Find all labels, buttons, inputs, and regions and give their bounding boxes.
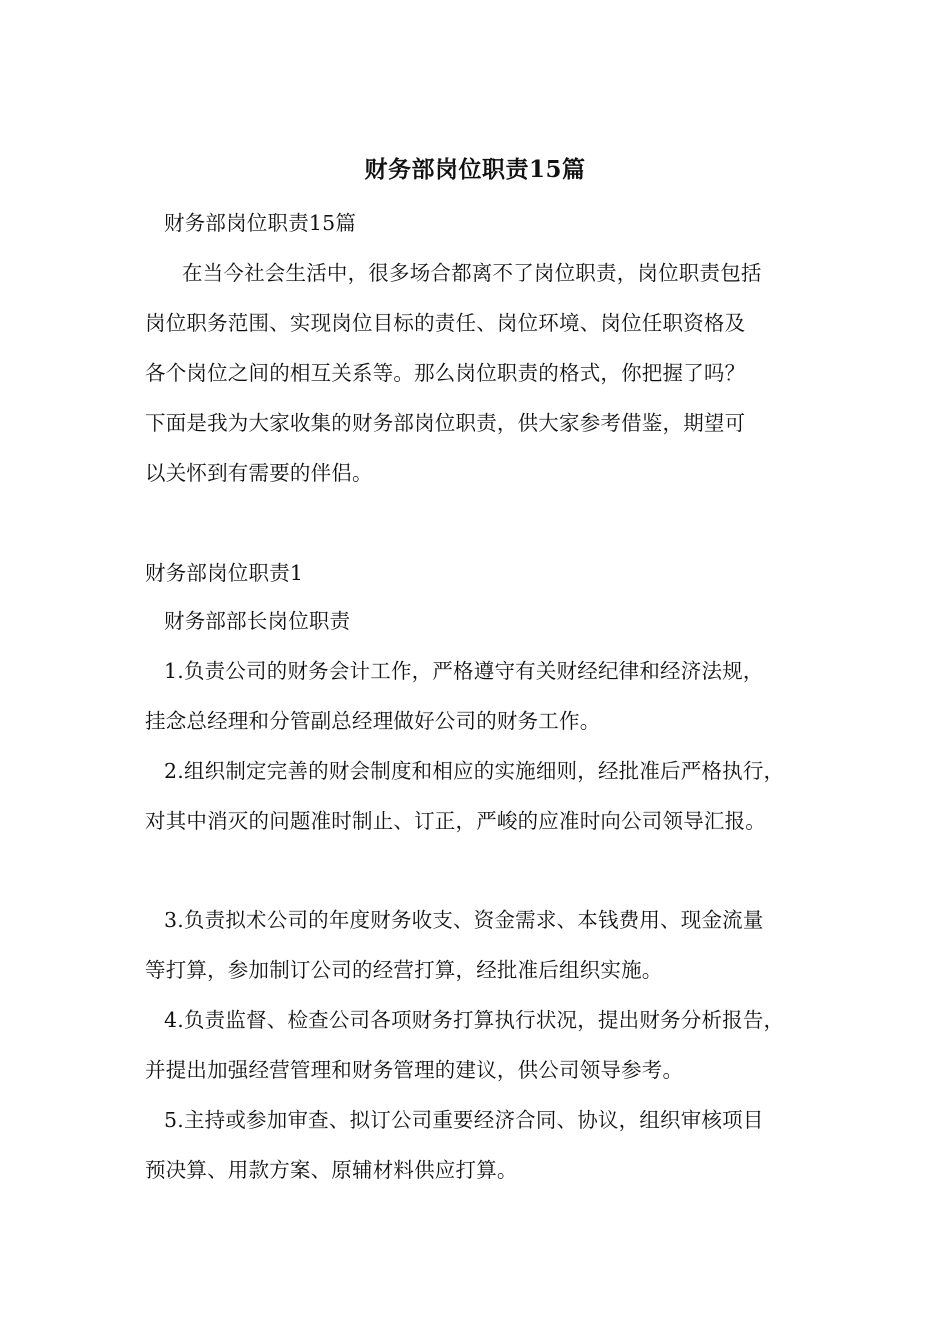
list-item-line: 并提出加强经营管理和财务管理的建议，供公司领导参考。 [145, 1058, 684, 1082]
intro-line: 在当今社会生活中，很多场合都离不了岗位职责，岗位职责包括 [182, 261, 762, 285]
list-item-line: 1.负责公司的财务会计工作，严格遵守有关财经纪律和经济法规， [164, 659, 764, 683]
section-subheading: 财务部部长岗位职责 [164, 609, 351, 633]
intro-line: 岗位职务范围、实现岗位目标的责任、岗位环境、岗位任职资格及 [145, 311, 746, 335]
section-heading: 财务部岗位职责1 [145, 561, 304, 585]
list-item-line: 2.组织制定完善的财会制度和相应的实施细则，经批准后严格执行， [164, 759, 785, 783]
document-subtitle: 财务部岗位职责15篇 [164, 211, 357, 235]
list-item-line: 对其中消灭的问题准时制止、订正，严峻的应准时向公司领导汇报。 [145, 809, 766, 833]
list-item-line: 等打算，参加制订公司的经营打算，经批准后组织实施。 [145, 958, 663, 982]
list-item-line: 4.负责监督、检查公司各项财务打算执行状况，提出财务分析报告， [164, 1008, 785, 1032]
document-title: 财务部岗位职责15篇 [364, 156, 586, 183]
list-item-line: 3.负责拟术公司的年度财务收支、资金需求、本钱费用、现金流量 [164, 908, 764, 932]
list-item-line: 挂念总经理和分管副总经理做好公司的财务工作。 [145, 709, 601, 733]
list-item-line: 预决算、用款方案、原辅材料供应打算。 [145, 1158, 518, 1182]
intro-line: 以关怀到有需要的伴侣。 [145, 461, 373, 485]
list-item-line: 5.主持或参加审查、拟订公司重要经济合同、协议，组织审核项目 [164, 1108, 764, 1132]
intro-line: 下面是我为大家收集的财务部岗位职责，供大家参考借鉴，期望可 [145, 411, 746, 435]
intro-line: 各个岗位之间的相互关系等。那么岗位职责的格式，你把握了吗？ [145, 361, 746, 385]
